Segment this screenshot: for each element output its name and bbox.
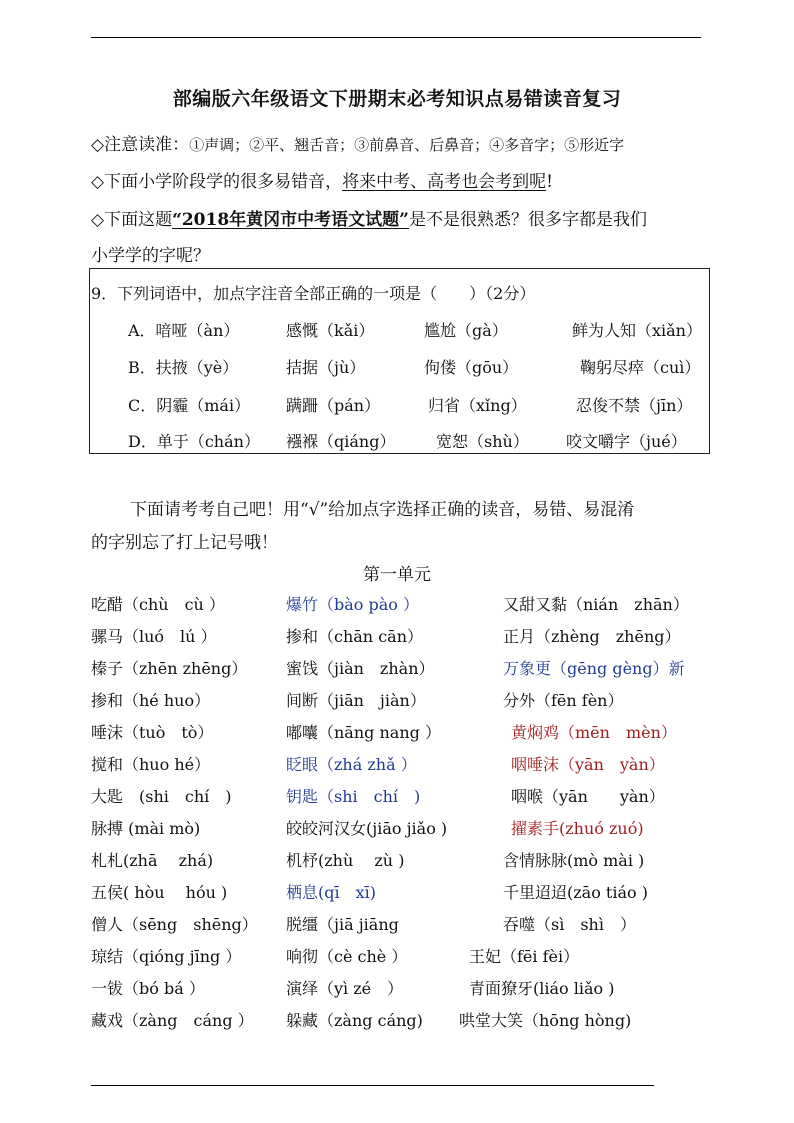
unit-title: 第一单元	[363, 565, 431, 585]
word-item-r5-c3: 黄焖鸡（mēn mèn）	[511, 723, 677, 742]
word-item-r1-c2: 爆竹（bào pào ）	[286, 595, 420, 614]
word-item-r10-c2: 栖息(qī xī)	[286, 883, 376, 902]
option-c-3: 归省（xǐng）	[428, 396, 527, 415]
note-line-2	[91, 167, 553, 192]
word-item-r1-c1: 吃醋（chù cù ）	[91, 595, 225, 614]
intro-line-2: 的字别忘了打上记号哦！	[91, 533, 278, 553]
option-b-3: 佝偻（gōu）	[424, 358, 519, 377]
word-item-r7-c3: 咽喉（yān yàn）	[511, 787, 665, 806]
word-item-r8-c2: 皎皎河汉女(jiāo jiǎo )	[286, 819, 448, 838]
word-item-r7-c2: 钥匙（shi chí )	[286, 787, 421, 806]
word-item-r12-c2: 响彻（cè chè ）	[286, 947, 408, 966]
word-item-r2-c3: 正月（zhèng zhēng）	[503, 627, 681, 646]
word-item-r13-c3: 青面獠牙(liáo liǎo )	[469, 979, 615, 998]
note-line-4: 小学学的字呢？	[91, 246, 210, 266]
word-item-r12-c3: 王妃（fēi fèi）	[469, 947, 580, 966]
word-item-r9-c1: 札札(zhā zhá)	[91, 851, 214, 870]
note-2-underlined: 将来中考、高考也会考到呢	[342, 172, 547, 192]
note-3-exam-title: “2018年黄冈市中考语文试题”	[172, 210, 409, 230]
word-item-r8-c3: 擢素手(zhuó zuó)	[511, 819, 644, 838]
option-d-2: 襁褓（qiáng）	[286, 432, 396, 451]
word-item-r14-c3: 哄堂大笑（hōng hòng)	[459, 1011, 632, 1030]
word-item-r6-c3: 咽唾沫（yān yàn）	[511, 755, 665, 774]
word-item-r2-c2: 掺和（chān cān）	[286, 627, 424, 646]
word-item-r9-c2: 机杼(zhù zù )	[286, 851, 405, 870]
note-1-items: ①声调；②平、翘舌音；③前鼻音、后鼻音；④多音字；⑤形近字	[189, 136, 625, 154]
word-item-r6-c2: 眨眼（zhá zhǎ ）	[286, 755, 417, 774]
word-item-r10-c1: 五侯( hòu hóu )	[91, 883, 228, 902]
page-title: 部编版六年级语文下册期末必考知识点易错读音复习	[172, 88, 622, 110]
question-stem: 9．下列词语中，加点字注音全部正确的一项是（ ）（2分）	[91, 284, 536, 303]
option-a-1: A．喑哑（àn）	[128, 321, 240, 340]
option-c-2: 蹒跚（pán）	[286, 396, 381, 415]
option-b-4: 鞠躬尽瘁（cuì）	[580, 358, 701, 377]
note-3-rest: 是不是很熟悉？很多字都是我们	[408, 210, 647, 230]
intro-line-1: 下面请考考自己吧！用“√”给加点字选择正确的读音，易错、易混淆	[130, 500, 635, 520]
word-item-r3-c1: 榛子（zhēn zhēng）	[91, 659, 248, 678]
word-item-r2-c1: 骡马（luó lú ）	[91, 627, 217, 646]
footer-rule	[91, 1085, 654, 1086]
option-c-1: C．阴霾（mái）	[128, 396, 251, 415]
word-item-r14-c1: 藏戏（zàng cáng ）	[91, 1011, 254, 1030]
option-a-3: 尴尬（gà）	[424, 321, 508, 340]
note-1-prefix: ◇注意读准：	[91, 135, 190, 155]
word-item-r11-c3: 吞噬（sì shì ）	[503, 915, 636, 934]
note-line-1	[91, 130, 624, 155]
option-a-2: 感慨（kǎi）	[286, 321, 375, 340]
word-item-r3-c3: 万象更（gēng gèng）新	[503, 659, 685, 678]
note-2-text: ◇下面小学阶段学的很多易错音，	[91, 172, 343, 192]
option-c-4: 忍俊不禁（jīn）	[576, 396, 693, 415]
option-d-1: D．单于（chán）	[128, 432, 260, 451]
word-item-r13-c2: 演绎（yì zé ）	[286, 979, 404, 998]
note-line-3	[91, 205, 647, 230]
note-3-text: ◇下面这题	[91, 210, 173, 230]
option-b-1: B．扶掖（yè）	[128, 358, 239, 377]
word-item-r4-c1: 掺和（hé huo）	[91, 691, 211, 710]
word-item-r7-c1: 大匙 (shi chí )	[91, 787, 232, 806]
word-item-r11-c2: 脱缰（jiā jiāng	[286, 915, 399, 934]
word-item-r11-c1: 僧人（sēng shēng）	[91, 915, 258, 934]
word-item-r12-c1: 琼结（qióng jīng ）	[91, 947, 242, 966]
option-b-2: 拮据（jù）	[286, 358, 366, 377]
word-item-r13-c1: 一钹（bó bá ）	[91, 979, 205, 998]
word-item-r14-c2: 躲藏（zàng cáng)	[286, 1011, 423, 1030]
word-item-r1-c3: 又甜又黏（nián zhān）	[503, 595, 689, 614]
option-d-4: 咬文嚼字（jué）	[566, 432, 687, 451]
header-rule	[91, 37, 701, 38]
option-a-4: 鲜为人知（xiǎn）	[572, 321, 702, 340]
word-item-r5-c2: 嘟囔（nāng nang ）	[286, 723, 441, 742]
word-item-r8-c1: 脉搏 (mài mò)	[91, 819, 201, 838]
word-item-r4-c2: 间断（jiān jiàn）	[286, 691, 426, 710]
option-d-3: 宽恕（shù）	[436, 432, 529, 451]
word-item-r6-c1: 搅和（huo hé）	[91, 755, 211, 774]
word-item-r4-c3: 分外（fēn fèn）	[503, 691, 624, 710]
word-item-r10-c3: 千里迢迢(zāo tiáo )	[503, 883, 648, 902]
note-2-end: !	[546, 172, 553, 192]
word-item-r9-c3: 含情脉脉(mò mài )	[503, 851, 645, 870]
word-item-r5-c1: 唾沫（tuò tò）	[91, 723, 214, 742]
word-item-r3-c2: 蜜饯（jiàn zhàn）	[286, 659, 435, 678]
